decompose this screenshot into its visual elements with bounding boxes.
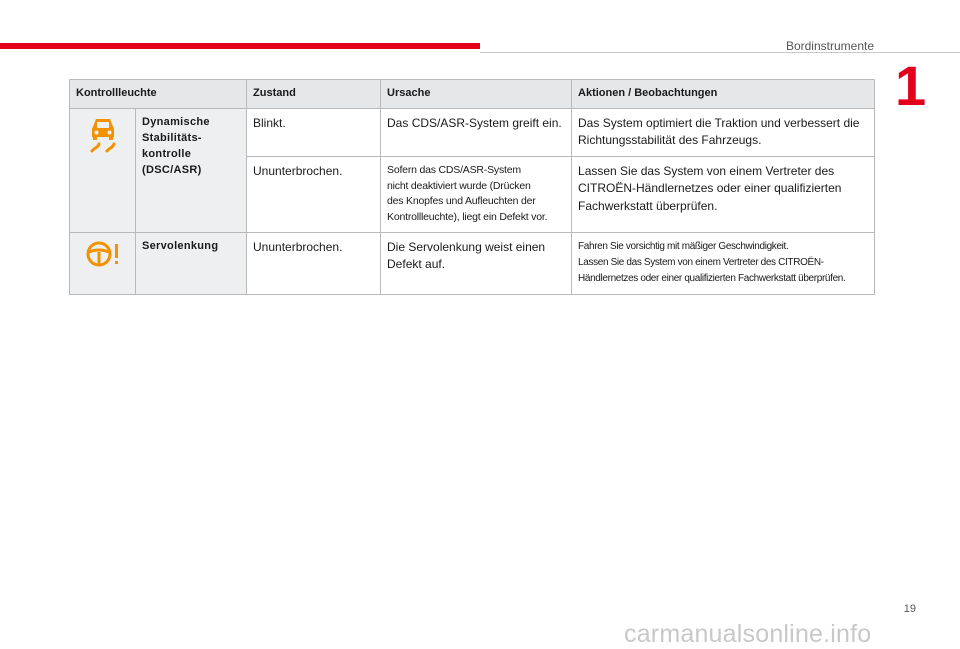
watermark: carmanualsonline.info: [624, 620, 872, 648]
action-line: Lassen Sie das System von einem Vertreter des CITROËN-: [578, 256, 824, 268]
column-header-cause: Ursache: [381, 80, 572, 109]
icon-cell: [70, 109, 136, 233]
cause-cell: [381, 156, 572, 232]
column-header-actions: Aktionen / Beobachtungen: [572, 80, 875, 109]
action-line: Fahren Sie vorsichtig mit mäßiger Geschwindigkeit.: [578, 240, 789, 252]
name-line: Stabilitäts-: [142, 131, 202, 144]
icon-cell: [70, 232, 136, 294]
table-header-row: [70, 80, 875, 109]
stability-control-icon: [88, 142, 118, 156]
cause-cell: Die Servolenkung weist einen Defekt auf.: [381, 232, 572, 294]
action-cell: Das System optimiert die Traktion und verbessert die Richtungsstabilität des Fahrzeugs.: [572, 109, 875, 157]
state-cell: Ununterbrochen.: [247, 232, 381, 294]
warning-lights-table: [69, 79, 875, 295]
table-row: [70, 232, 875, 294]
steering-wheel-warning-icon: [86, 258, 120, 272]
name-line: (DSC/ASR): [142, 163, 202, 176]
action-line: Händlernetzes oder einer qualifizierten Fachwerkstatt überprüfen.: [578, 272, 846, 284]
table-row: [70, 109, 875, 157]
name-line: kontrolle: [142, 147, 192, 160]
header-rule: [480, 52, 960, 53]
cause-line: Sofern das CDS/ASR-System: [387, 163, 521, 176]
cause-line: Kontrollleuchte), liegt ein Defekt vor.: [387, 211, 548, 224]
cause-line: nicht deaktiviert wurde (Drücken: [387, 179, 531, 192]
section-title: Bordinstrumente: [785, 39, 874, 53]
state-cell: Ununterbrochen.: [247, 156, 381, 232]
cause-line: des Knopfes und Aufleuchten der: [387, 195, 536, 208]
warning-light-name: Servolenkung: [136, 232, 247, 294]
name-line: Dynamische: [142, 116, 210, 128]
column-header-warning-light: Kontrollleuchte: [70, 80, 247, 109]
warning-light-name: [136, 109, 247, 233]
column-header-state: Zustand: [247, 80, 381, 109]
chapter-number: 1: [895, 54, 927, 117]
cause-cell: Das CDS/ASR-System greift ein.: [381, 109, 572, 157]
page-number: 19: [903, 603, 916, 615]
action-cell: [572, 232, 875, 294]
action-cell: Lassen Sie das System von einem Vertreter des CITROËN-Händlernetzes oder einer qualifizierten Fachwerkstatt überprüfen.: [572, 156, 875, 232]
header-accent-bar: [0, 43, 480, 49]
state-cell: Blinkt.: [247, 109, 381, 157]
